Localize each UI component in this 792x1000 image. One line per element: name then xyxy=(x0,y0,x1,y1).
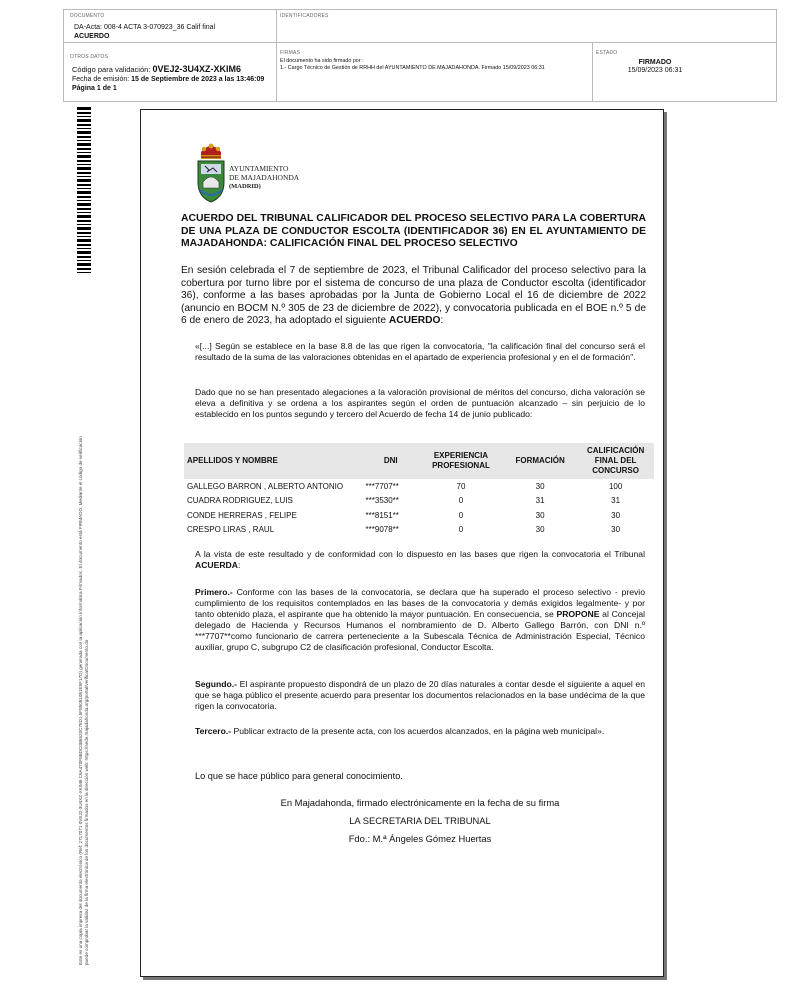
table-cell-formacion: 30 xyxy=(535,510,545,520)
table-header: EXPERIENCIA PROFESIONAL xyxy=(419,443,503,479)
barcode-bar xyxy=(77,148,91,150)
barcode-bar xyxy=(77,260,91,261)
barcode-bar xyxy=(77,167,91,170)
primero-text-b: al Concejal delegado de Hacienda y Recursos Humanos el nombramiento de D. Alberto Gallego Barrón, con DNI n.º ***7707**como funcionario de carrera perteneciente a la Subescala Técnica de Administración Especial, Técnico auxiliar, grupo C, subgrupo C2 de clasificación profesional, Conductor Escolta. xyxy=(195,609,646,652)
estado-cell xyxy=(593,43,776,101)
barcode-bar xyxy=(77,119,91,122)
otros-datos-cell xyxy=(64,43,277,101)
fecha-emision: 15 de Septiembre de 2023 a las 13:46:09 xyxy=(131,76,265,83)
documento-value-1: DA-Acta: 008-4 ACTA 3-070923_36 Calif final xyxy=(74,24,216,31)
table-header: DNI xyxy=(363,443,419,479)
table-header: APELLIDOS Y NOMBRE xyxy=(184,443,363,479)
barcode-bar xyxy=(77,172,91,174)
barcode-bar xyxy=(77,263,91,266)
table-cell-experiencia: 0 xyxy=(458,510,464,520)
firma-line-2: LA SECRETARIA DEL TRIBUNAL xyxy=(349,815,491,826)
identificadores-label: IDENTIFICADORES xyxy=(280,13,329,19)
table-cell-nombre: CRESPO LIRAS , RAUL xyxy=(187,525,275,535)
table-cell-formacion: 30 xyxy=(535,481,545,491)
barcode-image xyxy=(77,107,91,275)
firma-line-1: En Majadahonda, firmado electrónicamente en la fecha de su firma xyxy=(280,797,560,808)
barcode-bar xyxy=(77,227,91,230)
barcode-bar xyxy=(77,272,91,273)
table-cell-experiencia: 70 xyxy=(456,481,466,491)
segundo-text: El aspirante propuesto dispondrá de un plazo de 20 días naturales a contar desde el siguiente a aquel en que se haga público el presente acuerdo para presentar los documentos relacionados en la base undécima de la que rigen la convocatoria. xyxy=(195,679,645,711)
barcode-bar xyxy=(77,212,91,213)
estado-label: ESTADO xyxy=(596,50,618,56)
table-header: CALIFICACIÓN FINAL DEL CONCURSO xyxy=(577,443,654,479)
barcode-bar xyxy=(77,244,91,246)
barcode-bar xyxy=(77,155,91,158)
table-cell-calificacion: 31 xyxy=(611,496,621,506)
barcode-bar xyxy=(77,256,91,258)
segundo-paragraph xyxy=(195,679,645,712)
pagina-indicator: Página 1 de 1 xyxy=(72,85,117,92)
estado-value: FIRMADO xyxy=(638,59,672,66)
table-header: FORMACIÓN xyxy=(503,443,577,479)
codigo-prefix: Código para validación: xyxy=(72,65,153,74)
publico-paragraph: Lo que se hace público para general conocimiento. xyxy=(195,771,403,781)
barcode-bar xyxy=(77,143,91,146)
barcode-bar xyxy=(77,251,91,254)
documento-label: DOCUMENTO xyxy=(70,13,105,19)
firmas-line-1: El documento ha sido firmado por : xyxy=(280,58,364,64)
results-table xyxy=(184,443,654,537)
barcode-bar xyxy=(77,232,91,234)
barcode-bar xyxy=(77,239,91,242)
table-cell-formacion: 30 xyxy=(535,525,545,535)
codigo-validacion[interactable]: 0VEJ2-3U4XZ-XKIM6 xyxy=(152,64,242,74)
firmas-label: FIRMAS xyxy=(280,50,301,56)
fecha-prefix: Fecha de emisión: xyxy=(72,76,132,83)
barcode-bar xyxy=(77,131,91,134)
side-text-line-2: puede comprobar la validez de la firma electrónica de los documentos firmados en la dirección web: https://sede.majadahonda.org/portal/verificarDocumento.do xyxy=(84,639,89,965)
table-row xyxy=(184,508,654,523)
barcode-bar xyxy=(77,248,91,249)
intro-text: En sesión celebrada el 7 de septiembre de 2023, el Tribunal Calificador del proceso selectivo para la cobertura por turno libre por el sistema de concurso de una plaza de Conductor escolta (identificador 36), conforme a las bases aprobadas por la Junta de Gobierno Local el 16 de diciembre de 2022 (anuncio en BOCM N.º 305 de 23 de diciembre de 2022), y convocatoria publicada en el BOE n.º 5 de 6 de enero de 2023, ha adoptado el siguiente xyxy=(181,265,646,327)
barcode-bar xyxy=(77,220,91,222)
barcode-bar xyxy=(77,200,91,201)
barcode-bar xyxy=(77,191,91,194)
table-cell-experiencia: 0 xyxy=(458,496,464,506)
intro-paragraph xyxy=(181,265,646,328)
documento-value-2: ACUERDO xyxy=(74,33,110,40)
vista-bold: ACUERDA xyxy=(195,560,238,570)
barcode-bar xyxy=(77,160,91,162)
primero-text-a: Conforme con las bases de la convocatoria, se declara que ha superado el proceso selectivo - previo cumplimiento de los requisitos contemplados en las bases de la convocatoria y demás exigidos legalmente- y por tanto obtenido plaza, el aspirante que ha obtenido la mayor puntuación. En consecuencia, se xyxy=(195,587,645,619)
barcode-bar xyxy=(77,224,91,225)
table-header-row xyxy=(184,443,654,479)
barcode-bar xyxy=(77,107,91,110)
intro-bold: ACUERDO xyxy=(388,315,441,327)
firma-line-3: Fdo.: M.ª Ángeles Gómez Huertas xyxy=(348,833,492,844)
document-header xyxy=(63,9,777,102)
table-cell-nombre: GALLEGO BARRON , ALBERTO ANTONIO xyxy=(187,481,344,491)
barcode-bar xyxy=(77,124,91,126)
barcode-bar xyxy=(77,203,91,206)
primero-bold: PROPONE xyxy=(556,609,600,619)
primero-paragraph xyxy=(195,587,645,653)
table-row xyxy=(184,494,654,509)
intro-end: : xyxy=(440,315,444,327)
table-cell-experiencia: 0 xyxy=(458,525,464,535)
municipality-line-2: DE MAJADAHONDA xyxy=(229,173,300,182)
table-row xyxy=(184,479,654,494)
otros-datos-label: OTROS DATOS xyxy=(70,54,109,60)
table-cell-calificacion: 100 xyxy=(608,481,623,491)
table-cell-formacion: 31 xyxy=(535,496,545,506)
municipality-name xyxy=(229,164,299,191)
side-verification-text xyxy=(78,275,90,965)
table-cell-nombre: CUADRA RODRIGUEZ, LUIS xyxy=(187,496,293,506)
table-cell-dni: ***8151** xyxy=(365,510,399,520)
tercero-text: Publicar extracto de la presente acta, con los acuerdos alcanzados, en la página web municipal». xyxy=(231,726,605,736)
table-cell-calificacion: 30 xyxy=(611,525,621,535)
barcode-bar xyxy=(77,164,91,165)
firmas-line-2: 1.- Cargo Técnico de Gestión de RRHH del AYUNTAMIENTO DE MAJADAHONDA. Firmado 15/09/2023 06:31 xyxy=(280,65,545,71)
vista-paragraph xyxy=(195,549,645,571)
barcode-bar xyxy=(77,215,91,218)
barcode-bar xyxy=(77,268,91,270)
vista-text: A la vista de este resultado y de conformidad con lo dispuesto en las bases que rigen la convocatoria el Tribunal xyxy=(195,549,645,559)
barcode-bar xyxy=(77,112,91,114)
table-cell-dni: ***9078** xyxy=(365,525,399,535)
barcode-bar xyxy=(77,236,91,237)
barcode-bar xyxy=(77,188,91,189)
table-row xyxy=(184,523,654,538)
barcode-bar xyxy=(77,184,91,186)
tercero-paragraph xyxy=(195,726,645,737)
barcode-bar xyxy=(77,128,91,129)
barcode-bar xyxy=(77,136,91,138)
table-cell-calificacion: 30 xyxy=(611,510,621,520)
barcode-bar xyxy=(77,116,91,117)
identificadores-cell xyxy=(277,10,776,43)
primero-label: Primero.- xyxy=(195,587,233,597)
barcode-bar xyxy=(77,208,91,210)
segundo-label: Segundo.- xyxy=(195,679,238,689)
table-cell-dni: ***7707** xyxy=(365,481,399,491)
estado-date: 15/09/2023 06:31 xyxy=(627,67,683,74)
barcode-bar xyxy=(77,176,91,177)
coat-of-arms-icon xyxy=(195,142,227,204)
vista-end: : xyxy=(237,560,241,570)
tercero-label: Tercero.- xyxy=(195,726,232,736)
documento-cell xyxy=(64,10,277,43)
table-cell-dni: ***3530** xyxy=(365,496,399,506)
barcode-bar xyxy=(77,179,91,182)
municipality-line-3: (MADRID) xyxy=(229,183,261,190)
barcode-bar xyxy=(77,152,91,153)
document-title: ACUERDO DEL TRIBUNAL CALIFICADOR DEL PROCESO SELECTIVO PARA LA COBERTURA DE UNA PLAZA DE CONDUCTOR ESCOLTA (IDENTIFICADOR 36) EN EL AYUNTAMIENTO DE MAJADAHONDA: CALIFICACIÓN FINAL DEL PROCESO SELECTIVO xyxy=(181,213,646,249)
side-text-line-1: Este es una copia impresa del documento electrónico (Ref: 2717071 0VEJ2-3U4XZ-XKIM6 C6A470F8BDC0B6520C78D1 5F85081081E5F17D) generada con la aplicación informática Firmadoc. El documento está FIRMADO. Mediante el código de verificación xyxy=(78,436,83,965)
table-cell-nombre: CONDE HERRERAS , FELIPE xyxy=(187,510,297,520)
barcode-bar xyxy=(77,140,91,141)
municipality-line-1: AYUNTAMIENTO xyxy=(229,164,289,173)
valoracion-paragraph: Dado que no se han presentado alegaciones a la valoración provisional de méritos del concurso, dicha valoración se eleva a definitiva y se ordena a los aspirantes según el orden de puntuación alcanzado – sin perjuicio de lo establecido en los puntos segundo y tercero del Acuerdo de fecha 14 de junio publicado: xyxy=(195,387,645,419)
firmas-cell xyxy=(277,43,593,101)
barcode-bar xyxy=(77,196,91,198)
quote-paragraph: «[...] Según se establece en la base 8.8 de las que rigen la convocatoria, "la calificación final del concurso será el resultado de la suma de las valoraciones obtenidas en el apartado de experiencia profesional y en el de formación". xyxy=(195,341,645,362)
